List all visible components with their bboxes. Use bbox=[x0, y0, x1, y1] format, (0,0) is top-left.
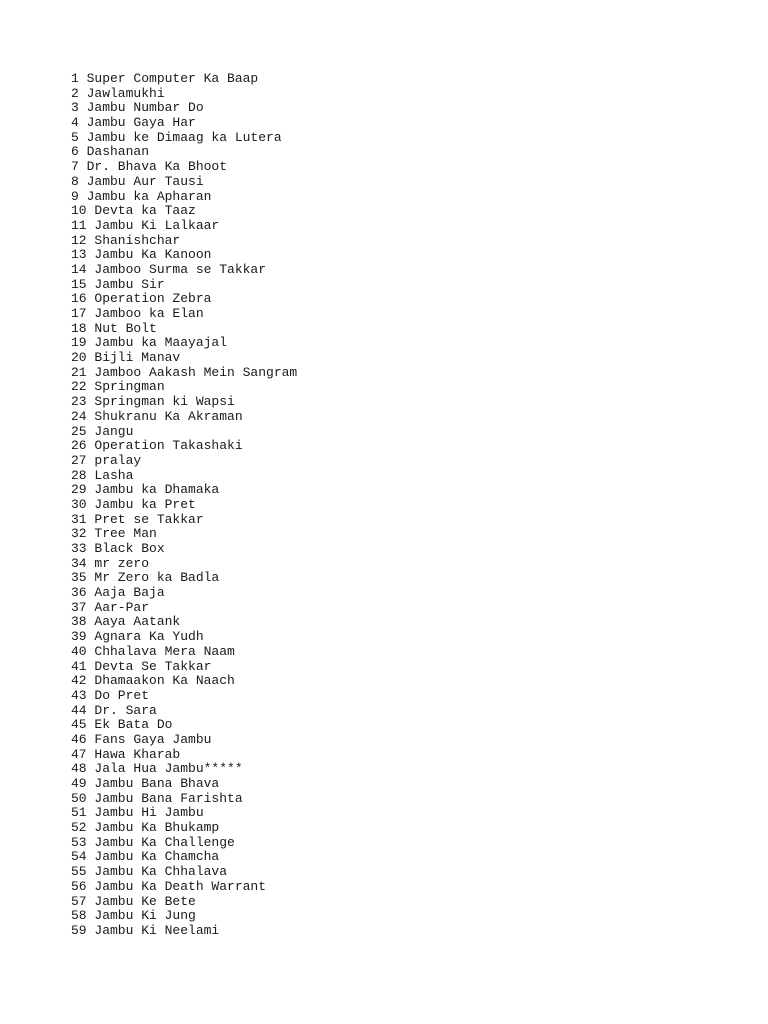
list-item: 23 Springman ki Wapsi bbox=[71, 394, 235, 410]
list-item: 17 Jamboo ka Elan bbox=[71, 306, 204, 321]
list-item: 22 Springman bbox=[71, 379, 165, 395]
list-item: 4 Jambu Gaya Har bbox=[71, 115, 196, 131]
list-item: 31 Pret se Takkar bbox=[71, 511, 204, 527]
list-item: 20 Bijli Manav bbox=[71, 350, 181, 366]
list-item: 5 Jambu ke Dimaag ka Lutera bbox=[71, 129, 282, 145]
list-item: 47 Hawa Kharab bbox=[71, 746, 181, 762]
list-item: 50 Jambu Bana Farishta bbox=[71, 790, 243, 806]
list-item: 57 Jambu Ke Bete bbox=[71, 893, 196, 909]
list-item: 10 Devta ka Taaz bbox=[71, 203, 196, 219]
list-item: 55 Jambu Ka Chhalava bbox=[71, 864, 228, 880]
list-item: 53 Jambu Ka Challenge bbox=[71, 834, 235, 850]
list-item: 35 Mr Zero ka Badla bbox=[71, 570, 220, 586]
list-item: 43 Do Pret bbox=[71, 687, 150, 703]
list-item: 51 Jambu Hi Jambu bbox=[71, 805, 204, 821]
list-item: 34 mr zero bbox=[71, 555, 150, 571]
list-item: 26 Operation Takashaki bbox=[71, 438, 243, 454]
list-item: 21 Jamboo Aakash Mein Sangram bbox=[71, 364, 298, 380]
list-item: 6 Dashanan bbox=[71, 144, 150, 160]
list-item: 3 Jambu Numbar Do bbox=[71, 100, 204, 116]
list-item: 32 Tree Man bbox=[71, 526, 157, 542]
list-item: 24 Shukranu Ka Akraman bbox=[71, 408, 243, 424]
list-item: 56 Jambu Ka Death Warrant bbox=[71, 878, 267, 894]
list-item: 33 Black Box bbox=[71, 541, 165, 556]
list-item: 12 Shanishchar bbox=[71, 232, 181, 248]
list-item: 42 Dhamaakon Ka Naach bbox=[71, 673, 235, 689]
list-item: 38 Aaya Aatank bbox=[71, 614, 181, 630]
list-item: 2 Jawlamukhi bbox=[71, 85, 165, 101]
list-item: 46 Fans Gaya Jambu bbox=[71, 731, 212, 747]
list-item: 13 Jambu Ka Kanoon bbox=[71, 247, 212, 263]
list-item: 36 Aaja Baja bbox=[71, 585, 165, 601]
list-item: 48 Jala Hua Jambu***** bbox=[71, 761, 243, 777]
list-item: 9 Jambu ka Apharan bbox=[71, 188, 212, 204]
list-item: 39 Agnara Ka Yudh bbox=[71, 629, 204, 645]
list-item: 18 Nut Bolt bbox=[71, 320, 157, 336]
list-item: 14 Jamboo Surma se Takkar bbox=[71, 261, 267, 277]
title-list bbox=[71, 72, 297, 939]
list-item: 11 Jambu Ki Lalkaar bbox=[71, 217, 220, 233]
list-item: 41 Devta Se Takkar bbox=[71, 658, 212, 674]
list-item: 30 Jambu ka Pret bbox=[71, 496, 196, 512]
list-item: 19 Jambu ka Maayajal bbox=[71, 335, 228, 351]
list-item: 7 Dr. Bhava Ka Bhoot bbox=[71, 159, 228, 175]
list-item: 29 Jambu ka Dhamaka bbox=[71, 482, 220, 498]
list-item: 40 Chhalava Mera Naam bbox=[71, 643, 235, 659]
list-item: 27 pralay bbox=[71, 452, 142, 468]
list-item: 15 Jambu Sir bbox=[71, 276, 165, 292]
list-item: 49 Jambu Bana Bhava bbox=[71, 776, 220, 791]
list-item: 16 Operation Zebra bbox=[71, 291, 212, 307]
list-item: 28 Lasha bbox=[71, 467, 134, 483]
list-item: 25 Jangu bbox=[71, 423, 134, 439]
list-item: 54 Jambu Ka Chamcha bbox=[71, 849, 220, 865]
list-item: 58 Jambu Ki Jung bbox=[71, 908, 196, 924]
list-item: 8 Jambu Aur Tausi bbox=[71, 173, 204, 189]
list-item: 45 Ek Bata Do bbox=[71, 717, 173, 733]
list-item: 37 Aar-Par bbox=[71, 599, 150, 615]
list-item: 1 Super Computer Ka Baap bbox=[71, 71, 259, 86]
list-item: 59 Jambu Ki Neelami bbox=[71, 922, 220, 938]
list-item: 44 Dr. Sara bbox=[71, 702, 157, 718]
list-item: 52 Jambu Ka Bhukamp bbox=[71, 820, 220, 836]
